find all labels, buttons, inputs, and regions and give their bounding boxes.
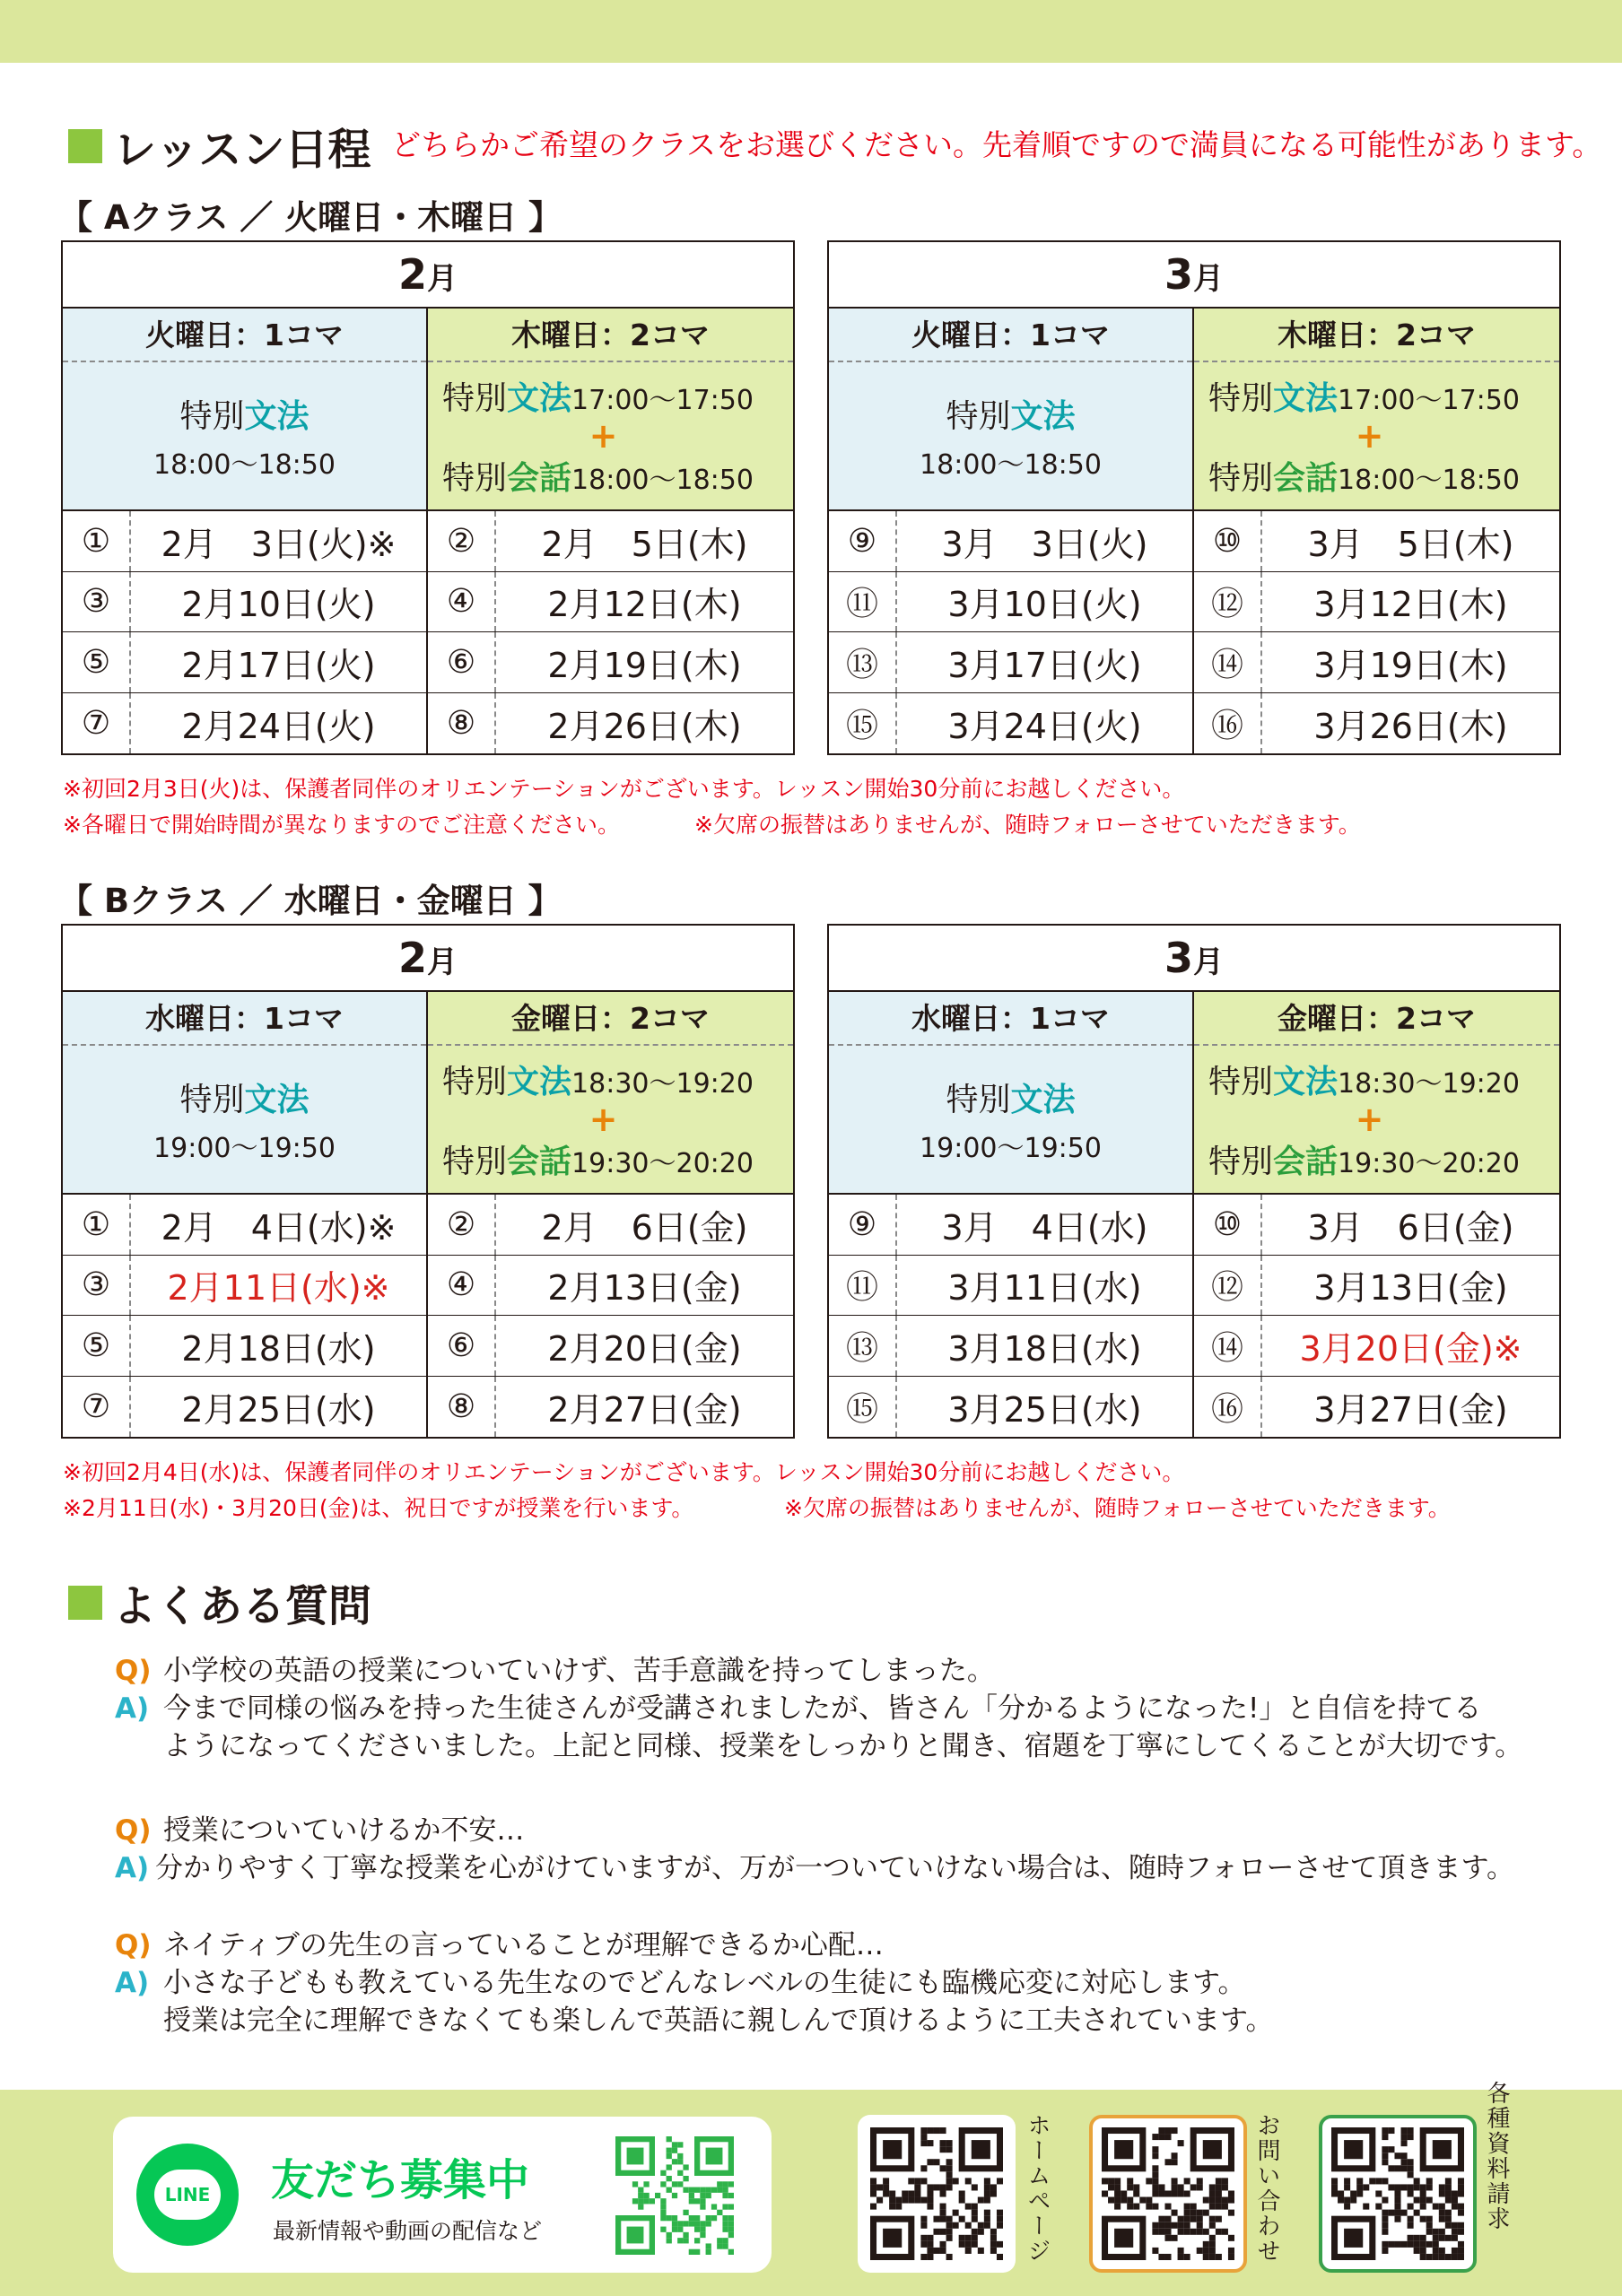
qr-contact: [1102, 2127, 1234, 2260]
double-session-header: [428, 309, 793, 509]
time-label: 18:00〜18:50: [153, 448, 336, 481]
lesson-date: 2月25日(水): [181, 1389, 376, 1430]
lesson-date: 2月 4日(水)※: [161, 1207, 397, 1248]
schedule-note: どちらかご希望のクラスをお選びください。先着順ですので満員になる可能性があります。: [391, 127, 1602, 162]
day-label: 木曜日：2コマ: [428, 309, 793, 362]
answer-mark: A): [115, 1692, 150, 1725]
faq-answer-3-line-2: 授業は完全に理解できなくても楽しんで英語に親しんで頂けるように工夫されています。: [163, 2005, 1274, 2037]
faq-item-2: [115, 1812, 1514, 1887]
lesson-number: ⑨: [829, 511, 897, 571]
documents-label: 各種資料請求: [1483, 2081, 1510, 2231]
lesson-date: 3月 4日(水): [941, 1207, 1148, 1248]
subject-label: 特別文法: [946, 397, 1076, 435]
lesson-date: 2月11日(水)※: [167, 1268, 390, 1309]
lesson-number: ⑬: [829, 632, 897, 692]
table-row: [829, 693, 1559, 754]
faq-item-1: [115, 1652, 1523, 1765]
lesson-number: ⑪: [829, 572, 897, 632]
lesson-date: 3月26日(木): [1313, 706, 1508, 746]
lesson-date: 3月12日(木): [1313, 585, 1508, 625]
single-session-header: [829, 309, 1194, 509]
class-a-label: 【 Aクラス ／ 火曜日・木曜日 】: [59, 198, 562, 237]
schedule-title: レッスン日程: [113, 125, 371, 175]
lesson-number: ⑩: [1194, 511, 1262, 571]
lesson-number: ⑭: [1194, 1316, 1262, 1376]
faq-heading: [68, 1571, 371, 1633]
lesson-date: 3月24日(火): [947, 706, 1142, 746]
contact-qr-box[interactable]: [1089, 2115, 1247, 2273]
lesson-number: ⑩: [1194, 1195, 1262, 1255]
double-session-header: [428, 992, 793, 1193]
lesson-number: ⑮: [829, 1377, 897, 1438]
lesson-date: 2月 3日(火)※: [161, 524, 397, 564]
lesson-number: ②: [428, 1195, 496, 1255]
line-subtitle: 最新情報や動画の配信など: [273, 2218, 543, 2244]
faq-item-3: [115, 1926, 1514, 2039]
session-header: [829, 309, 1559, 511]
lesson-date: 2月12日(木): [547, 585, 742, 625]
contact-label: お問い合わせ: [1253, 2113, 1280, 2264]
month-title: 2月: [63, 242, 793, 309]
single-session-header: [829, 992, 1194, 1193]
table-row: [829, 1256, 1559, 1317]
faq-answer-1-line-1: 今まで同様の悩みを持った生徒さんが受講されましたが、皆さん「分かるようになった!」と自信を持てる: [163, 1692, 1482, 1725]
faq-question-2: 授業についていけるか不安…: [163, 1814, 525, 1847]
table-row: [63, 632, 793, 693]
class-a-month-table: [827, 240, 1561, 755]
homepage-qr-code-icon[interactable]: [870, 2127, 1003, 2260]
lesson-number: ⑪: [829, 1256, 897, 1316]
lesson-date: 3月18日(水): [947, 1328, 1142, 1369]
lesson-date: 2月24日(火): [181, 706, 376, 746]
faq-question-1: 小学校の英語の授業についていけず、苦手意識を持ってしまった。: [163, 1655, 995, 1687]
lesson-number: ③: [63, 1256, 131, 1316]
lesson-date: 2月 6日(金): [541, 1207, 748, 1248]
session-2-label: 特別会話19:30〜20:20: [442, 1144, 754, 1180]
lesson-date: 3月20日(金)※: [1299, 1328, 1522, 1369]
day-label: 火曜日：1コマ: [63, 309, 426, 362]
session-2-label: 特別会話18:00〜18:50: [1208, 460, 1520, 497]
answer-mark: A): [115, 1852, 150, 1884]
faq-question-3: ネイティブの先生の言っていることが理解できるか心配…: [163, 1929, 884, 1961]
answer-mark: A): [115, 1967, 150, 1999]
session-1-label: 特別文法18:30〜19:20: [442, 1064, 754, 1100]
class-a-note-3: ※欠席の振替はありませんが、随時フォローさせていただきます。: [694, 812, 1361, 838]
session-1-label: 特別文法17:00〜17:50: [1208, 380, 1520, 417]
time-label: 18:00〜18:50: [920, 448, 1102, 481]
table-row: [829, 1195, 1559, 1256]
lesson-date: 2月13日(金): [547, 1268, 742, 1309]
session-header: [63, 992, 793, 1195]
table-row: [829, 1316, 1559, 1377]
line-friend-banner[interactable]: [113, 2117, 772, 2273]
plus-icon: +: [589, 1100, 618, 1139]
lesson-number: ⑦: [63, 693, 131, 754]
lesson-date: 3月10日(火): [947, 585, 1142, 625]
lesson-number: ④: [428, 572, 496, 632]
documents-qr-code-icon[interactable]: [1331, 2127, 1464, 2260]
day-label: 金曜日：2コマ: [1194, 992, 1559, 1046]
question-mark: Q): [115, 1929, 152, 1961]
lesson-date: 3月19日(木): [1313, 645, 1508, 685]
lesson-number: ⑧: [428, 693, 496, 754]
class-a-note-1: ※初回2月3日(火)は、保護者同伴のオリエンテーションがございます。レッスン開始30分前にお越しください。: [63, 776, 1185, 802]
lesson-date: 2月17日(火): [181, 645, 376, 685]
qr-home: [870, 2127, 1003, 2260]
green-square-icon: [68, 129, 102, 163]
contact-qr-code-icon[interactable]: [1102, 2127, 1234, 2260]
faq-answer-3-line-1: 小さな子どもも教えている先生なのでどんなレベルの生徒にも臨機応変に対応します。: [163, 1967, 1246, 1999]
table-row: [829, 1377, 1559, 1438]
session-2-label: 特別会話19:30〜20:20: [1208, 1144, 1520, 1180]
green-square-icon: [68, 1586, 102, 1620]
month-title: 3月: [829, 242, 1559, 309]
session-1-label: 特別文法18:30〜19:20: [1208, 1064, 1520, 1100]
faq-answer-2: 分かりやすく丁寧な授業を心がけていますが、万が一ついていけない場合は、随時フォローさせて頂きます。: [155, 1852, 1514, 1884]
single-session-header: [63, 309, 428, 509]
line-qr-code-icon[interactable]: [615, 2136, 734, 2255]
table-row: [829, 572, 1559, 633]
lesson-date: 3月 6日(金): [1307, 1207, 1514, 1248]
documents-qr-box[interactable]: [1319, 2115, 1477, 2273]
faq-answer-1-line-2: ようになってくださいました。上記と同様、授業をしっかりと聞き、宿題を丁寧にしてくることが大切です。: [163, 1730, 1523, 1762]
session-header: [63, 309, 793, 511]
table-row: [63, 693, 793, 754]
lesson-number: ⑭: [1194, 632, 1262, 692]
lesson-number: ⑥: [428, 1316, 496, 1376]
class-a-month-table: [61, 240, 795, 755]
lesson-date: 2月 5日(木): [541, 524, 748, 564]
lesson-date: 3月25日(水): [947, 1389, 1142, 1430]
lesson-number: ⑯: [1194, 693, 1262, 754]
lesson-date: 3月 5日(木): [1307, 524, 1514, 564]
schedule-heading: [68, 115, 371, 177]
homepage-label: ホームページ: [1024, 2113, 1051, 2264]
lesson-number: ⑬: [829, 1316, 897, 1376]
table-row: [63, 511, 793, 572]
top-band: [0, 0, 1622, 63]
question-mark: Q): [115, 1655, 152, 1687]
lesson-date: 3月11日(水): [947, 1268, 1142, 1309]
lesson-number: ⑥: [428, 632, 496, 692]
lesson-number: ④: [428, 1256, 496, 1316]
table-row: [63, 1195, 793, 1256]
lesson-date: 3月 3日(火): [941, 524, 1148, 564]
lesson-date: 2月18日(水): [181, 1328, 376, 1369]
day-label: 水曜日：1コマ: [829, 992, 1192, 1046]
lesson-number: ⑤: [63, 632, 131, 692]
lesson-date: 2月10日(火): [181, 585, 376, 625]
lesson-date: 2月27日(金): [547, 1389, 742, 1430]
lesson-number: ⑫: [1194, 1256, 1262, 1316]
single-session-header: [63, 992, 428, 1193]
class-a-note-2: ※各曜日で開始時間が異なりますのでご注意ください。: [63, 812, 620, 838]
lesson-number: ⑫: [1194, 572, 1262, 632]
class-b-month-table: [61, 924, 795, 1439]
class-b-note-1: ※初回2月4日(水)は、保護者同伴のオリエンテーションがございます。レッスン開始30分前にお越しください。: [63, 1459, 1185, 1485]
line-title: 友だち募集中: [271, 2155, 530, 2205]
lesson-number: ⑦: [63, 1377, 131, 1438]
double-session-header: [1194, 992, 1559, 1193]
class-b-label: 【 Bクラス ／ 水曜日・金曜日 】: [59, 882, 562, 920]
faq-title: よくある質問: [113, 1581, 372, 1631]
lesson-date: 3月13日(金): [1313, 1268, 1508, 1309]
lesson-number: ⑤: [63, 1316, 131, 1376]
table-row: [829, 632, 1559, 693]
subject-label: 特別文法: [179, 397, 310, 435]
day-label: 金曜日：2コマ: [428, 992, 793, 1046]
class-b-month-table: [827, 924, 1561, 1439]
lesson-number: ①: [63, 511, 131, 571]
lesson-date: 3月27日(金): [1313, 1389, 1508, 1430]
plus-icon: +: [589, 416, 618, 456]
table-row: [63, 1256, 793, 1317]
subject-label: 特別文法: [179, 1081, 310, 1118]
table-row: [829, 511, 1559, 572]
double-session-header: [1194, 309, 1559, 509]
lesson-number: ⑨: [829, 1195, 897, 1255]
plus-icon: +: [1355, 416, 1384, 456]
session-2-label: 特別会話18:00〜18:50: [442, 460, 754, 497]
lesson-number: ②: [428, 511, 496, 571]
session-header: [829, 992, 1559, 1195]
lesson-date: 2月19日(木): [547, 645, 742, 685]
month-title: 2月: [63, 926, 793, 992]
session-1-label: 特別文法17:00〜17:50: [442, 380, 754, 417]
class-b-note-2: ※2月11日(水)・3月20日(金)は、祝日ですが授業を行います。: [63, 1495, 694, 1521]
lesson-date: 2月26日(木): [547, 706, 742, 746]
day-label: 水曜日：1コマ: [63, 992, 426, 1046]
day-label: 木曜日：2コマ: [1194, 309, 1559, 362]
qr-line: [615, 2136, 734, 2255]
table-row: [63, 1316, 793, 1377]
question-mark: Q): [115, 1814, 152, 1847]
day-label: 火曜日：1コマ: [829, 309, 1192, 362]
table-row: [63, 1377, 793, 1438]
lesson-number: ③: [63, 572, 131, 632]
lesson-number: ①: [63, 1195, 131, 1255]
qr-docs: [1331, 2127, 1464, 2260]
lesson-number: ⑮: [829, 693, 897, 754]
subject-label: 特別文法: [946, 1081, 1076, 1118]
lesson-number: ⑯: [1194, 1377, 1262, 1438]
plus-icon: +: [1355, 1100, 1384, 1139]
time-label: 19:00〜19:50: [920, 1132, 1102, 1164]
lesson-date: 2月20日(金): [547, 1328, 742, 1369]
homepage-qr-box[interactable]: [858, 2115, 1016, 2273]
month-title: 3月: [829, 926, 1559, 992]
class-b-note-3: ※欠席の振替はありませんが、随時フォローさせていただきます。: [784, 1495, 1451, 1521]
table-row: [63, 572, 793, 633]
line-logo-icon: LINE: [136, 2144, 239, 2246]
lesson-number: ⑧: [428, 1377, 496, 1438]
time-label: 19:00〜19:50: [153, 1132, 336, 1164]
lesson-date: 3月17日(火): [947, 645, 1142, 685]
